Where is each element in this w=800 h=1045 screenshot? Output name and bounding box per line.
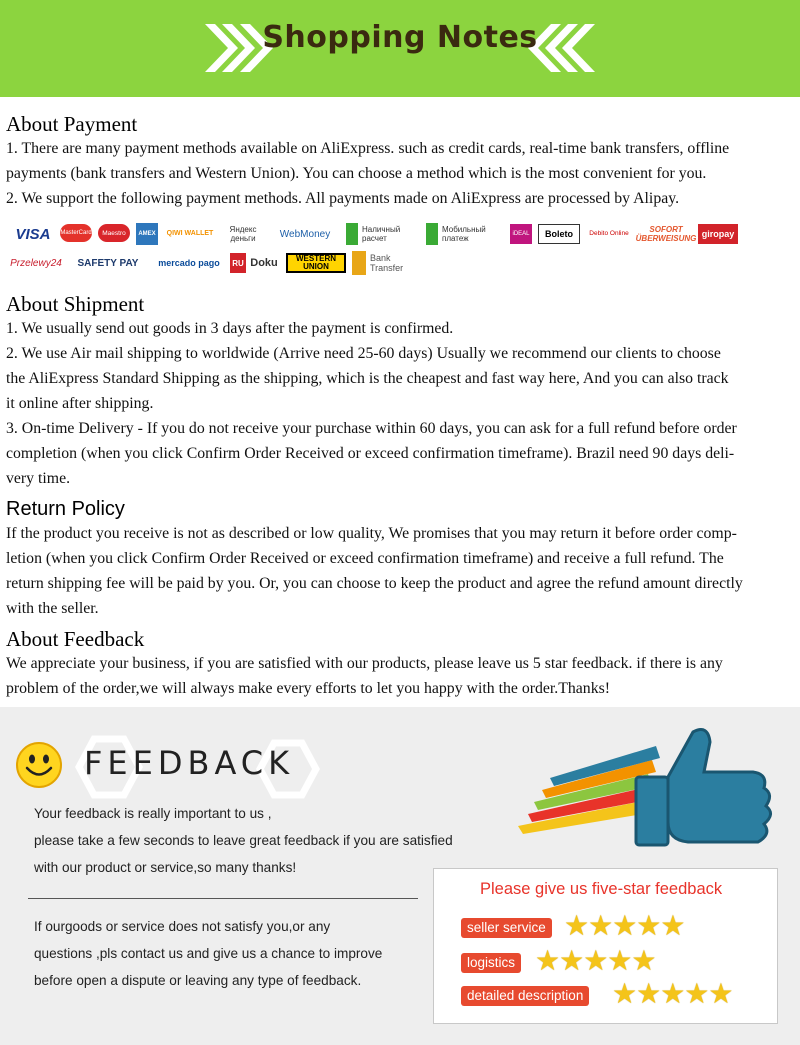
westernunion-logo: WESTERN UNION bbox=[286, 253, 346, 273]
yandex-logo: Яндекс деньги bbox=[229, 225, 257, 243]
debito-logo: Debito Online bbox=[589, 230, 629, 237]
bank-transfer-logo: Bank Transfer bbox=[352, 251, 408, 275]
shipment-line: the AliExpress Standard Shipping as the shipping, which is the cheapest and fast way here, And you can also track bbox=[6, 370, 729, 387]
rating-label-seller-service: seller service bbox=[461, 918, 552, 938]
feedback-contact-line: questions ,pls contact us and give us a chance to improve bbox=[34, 946, 383, 961]
stars-logistics: ★★★★★ bbox=[535, 944, 656, 977]
shipment-line: very time. bbox=[6, 470, 71, 487]
mastercard-logo: MasterCard bbox=[60, 224, 92, 242]
feedback-intro-line: Your feedback is really important to us , bbox=[34, 806, 272, 821]
shipment-heading: About Shipment bbox=[6, 292, 145, 316]
rating-label-detailed-description: detailed description bbox=[461, 986, 589, 1006]
webmoney-logo: WebMoney bbox=[279, 228, 331, 240]
feedback-intro bbox=[34, 800, 453, 881]
shipment-section bbox=[6, 292, 786, 491]
return-line: return shipping fee will be paid by you. Or, you can choose to keep the product and agree the refund amount directly bbox=[6, 575, 743, 592]
visa-logo: VISA bbox=[15, 225, 51, 243]
shipment-line: 2. We use Air mail shipping to worldwide (Arrive need 25-60 days) Usually we recommend our clients to choose bbox=[6, 345, 721, 362]
payment-logos bbox=[8, 221, 788, 277]
boleto-logo: Boleto bbox=[538, 224, 580, 244]
ideal-logo: iDEAL bbox=[510, 224, 532, 244]
return-heading: Return Policy bbox=[6, 498, 125, 520]
safetypay-logo: SAFETY PAY bbox=[77, 257, 139, 269]
header-banner bbox=[0, 0, 800, 97]
shipment-line: 3. On-time Delivery - If you do not receive your purchase within 60 days, you can ask for a full refund before order bbox=[6, 420, 737, 437]
giropay-logo: giropay bbox=[698, 224, 738, 244]
divider bbox=[28, 898, 418, 899]
feedback-intro-line: please take a few seconds to leave great feedback if you are satisfied bbox=[34, 833, 453, 848]
payment-heading: About Payment bbox=[6, 112, 138, 136]
feedback-line: problem of the order,we will always make every efforts to let you happy with the order.Thanks! bbox=[6, 680, 611, 697]
shipment-line: completion (when you click Confirm Order Received or exceed confirmation timeframe). Brazil need 90 days deli- bbox=[6, 445, 735, 462]
payment-line: 2. We support the following payment methods. All payments made on AliExpress are processed by Alipay. bbox=[6, 190, 680, 207]
return-section bbox=[6, 497, 786, 621]
stars-detailed-description: ★★★★★ bbox=[612, 977, 733, 1010]
return-line: with the seller. bbox=[6, 600, 99, 617]
feedback-title: FEEDBACK bbox=[84, 744, 295, 782]
rating-label-logistics: logistics bbox=[461, 953, 521, 973]
rating-title: Please give us five-star feedback bbox=[480, 880, 723, 898]
feedback-contact-line: If ourgoods or service does not satisfy you,or any bbox=[34, 919, 331, 934]
cash-logo: Наличный расчет bbox=[346, 223, 418, 245]
return-line: If the product you receive is not as described or low quality, We promises that you may return it before order comp- bbox=[6, 525, 737, 542]
return-line: letion (when you click Confirm Order Received or exceed confirmation timeframe) and receive a full refund. The bbox=[6, 550, 724, 567]
banner-title: Shopping Notes bbox=[262, 20, 538, 55]
przelewy-logo: Przelewy24 bbox=[10, 257, 62, 269]
qiwi-logo: QIWI WALLET bbox=[166, 230, 214, 237]
thumbs-up-icon bbox=[518, 722, 788, 862]
payment-line: 1. There are many payment methods available on AliExpress. such as credit cards, real-time bank transfers, offline bbox=[6, 140, 730, 157]
shipment-line: 1. We usually send out goods in 3 days after the payment is confirmed. bbox=[6, 320, 454, 337]
feedback-line: We appreciate your business, if you are satisfied with our products, please leave us 5 star feedback. if there is any bbox=[6, 655, 723, 672]
smiley-icon bbox=[14, 740, 64, 790]
doku-logo: Doku bbox=[250, 257, 278, 269]
feedback-contact bbox=[34, 913, 382, 994]
feedback-heading: About Feedback bbox=[6, 627, 145, 651]
feedback-contact-line: before open a dispute or leaving any type of feedback. bbox=[34, 973, 362, 988]
feedback-text-section bbox=[6, 627, 786, 701]
amex-logo: AMEX bbox=[136, 223, 158, 245]
payment-line: payments (bank transfers and Western Union). You can choose a method which is the most convenient for you. bbox=[6, 165, 707, 182]
mercadopago-logo: mercado pago bbox=[158, 257, 220, 268]
ru-logo: RU bbox=[230, 253, 246, 273]
maestro-logo: Maestro bbox=[98, 224, 130, 242]
payment-section bbox=[6, 112, 786, 211]
shipment-line: it online after shipping. bbox=[6, 395, 154, 412]
sofort-logo: SOFORT ÜBERWEISUNG bbox=[635, 225, 697, 243]
feedback-intro-line: with our product or service,so many thanks! bbox=[34, 860, 297, 875]
stars-seller-service: ★★★★★ bbox=[564, 909, 685, 942]
mobile-payment-logo: Мобильный платеж bbox=[426, 223, 504, 245]
